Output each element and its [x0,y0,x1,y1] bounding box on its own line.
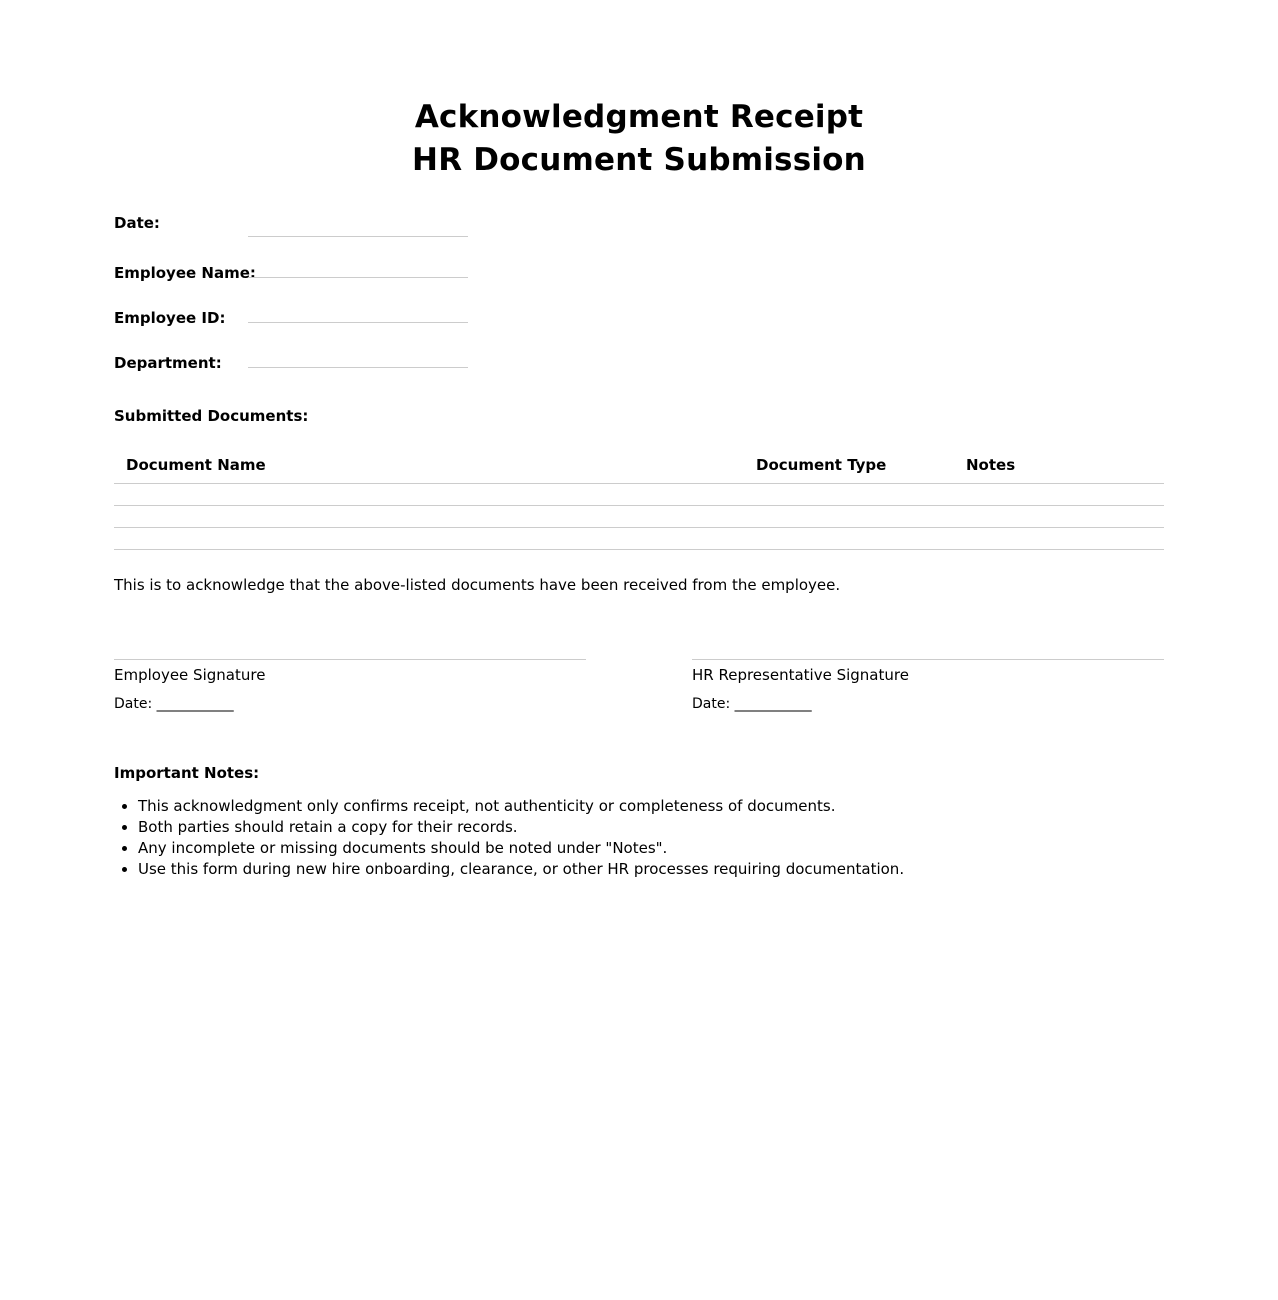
employee-name-field[interactable] [248,277,468,278]
document-title [114,96,1164,182]
employee-name-label: Employee Name: [114,264,256,282]
table-row[interactable] [114,549,1164,550]
column-header-document-type: Document Type [756,456,887,474]
employee-signature-label: Employee Signature [114,666,266,684]
employee-id-field[interactable] [248,322,468,323]
hr-signature-line[interactable] [692,659,1164,660]
table-row[interactable] [114,527,1164,528]
hr-signature-date: Date: ___________ [692,696,812,712]
employee-id-label: Employee ID: [114,309,226,327]
important-notes-label: Important Notes: [114,764,260,782]
title-line-1: Acknowledgment Receipt [414,99,864,135]
important-notes-list [114,796,904,880]
department-field[interactable] [248,367,468,368]
employee-signature-line[interactable] [114,659,586,660]
acknowledgment-statement: This is to acknowledge that the above-listed documents have been received from the employee. [114,576,841,594]
title-line-2: HR Document Submission [412,142,866,178]
date-label: Date: [114,214,160,232]
list-item: • Both parties should retain a copy for their records. [138,817,904,838]
list-item: • Any incomplete or missing documents should be noted under "Notes". [138,838,904,859]
column-header-notes: Notes [966,456,1016,474]
department-label: Department: [114,354,222,372]
submitted-documents-label: Submitted Documents: [114,407,309,425]
table-row[interactable] [114,505,1164,506]
list-item: • Use this form during new hire onboarding, clearance, or other HR processes requiring documentation. [138,859,904,880]
list-item: • This acknowledgment only confirms receipt, not authenticity or completeness of documents. [138,796,904,817]
hr-signature-label: HR Representative Signature [692,666,909,684]
table-header-divider [114,483,1164,484]
date-field[interactable] [248,236,468,237]
column-header-document-name: Document Name [126,456,266,474]
employee-signature-date: Date: ___________ [114,696,234,712]
